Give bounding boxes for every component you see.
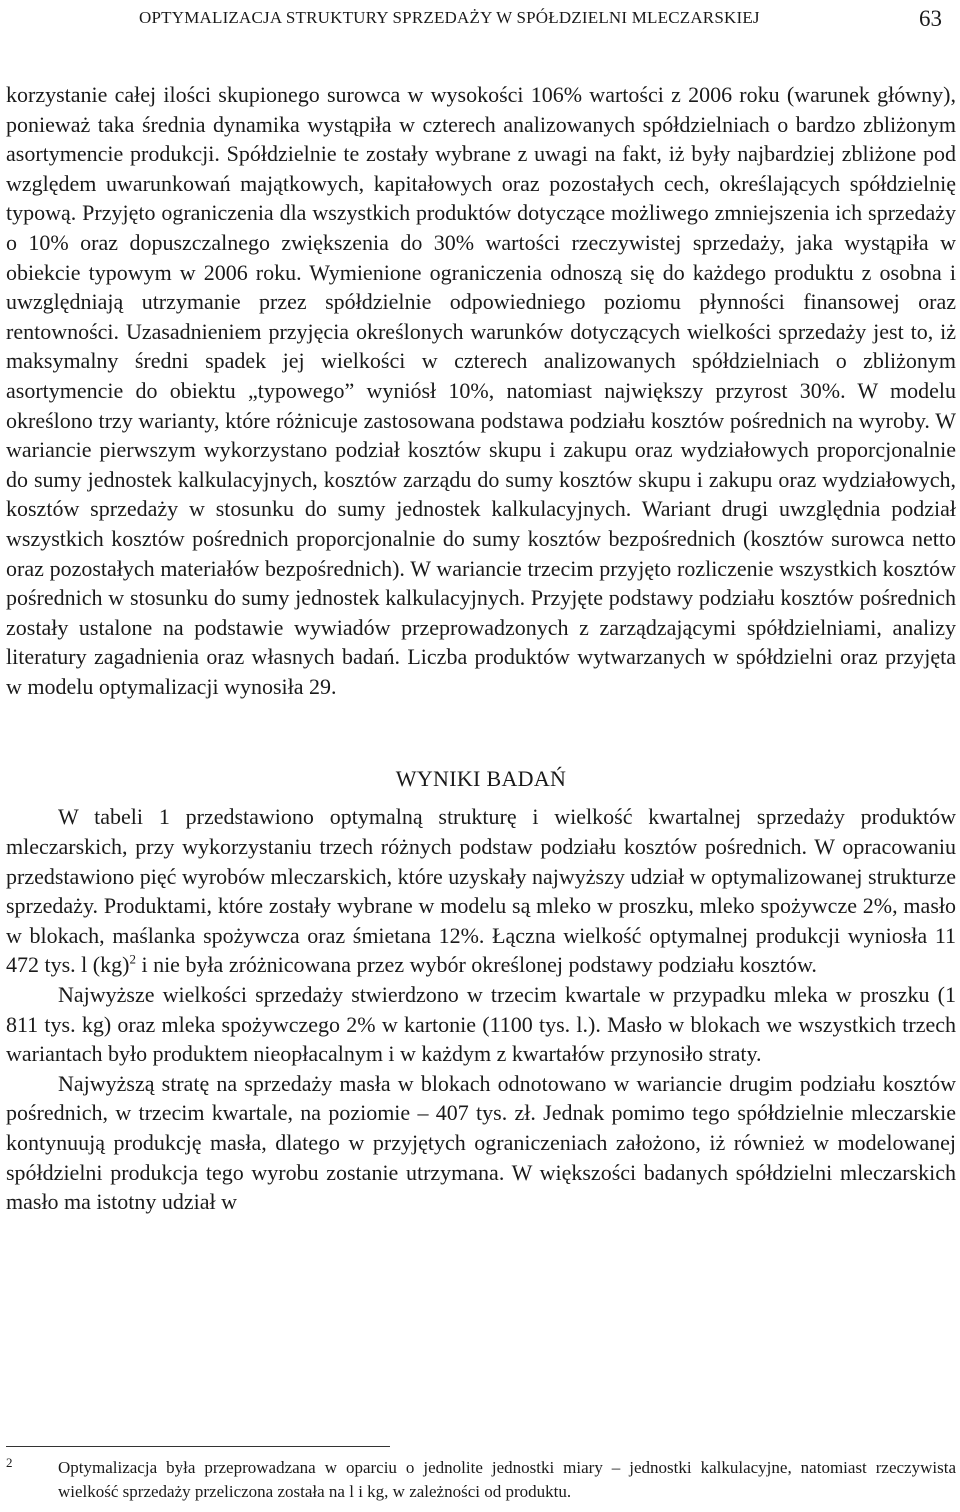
paragraph-butter-loss: Najwyższą stratę na sprzedaży masła w blokach odnotowano w wariancie drugim podziału kosztów pośrednich, w trzecim kwartale, na poziomie – 407 tys. zł. Jednak pomimo tego spółdzielnie mleczarskie kontynuują produkcję masła, dlatego w przyjętych ograniczeniach założono, iż również w modelowanej spółdzielni produkcja tego wyrobu zostanie utrzymana. W większości badanych spółdzielni mleczarskich masło ma istotny udział w xyxy=(6,1070,956,1215)
page-header xyxy=(6,8,956,32)
footnote-divider xyxy=(6,1446,390,1447)
paragraph-highest-sales: Najwyższe wielkości sprzedaży stwierdzono w trzecim kwartale w przypadku mleka w proszku (1 811 tys. kg) oraz mleka spożywczego 2% w kartonie (1100 tys. l.). Masło w blokach we wszystkich trzech wariantach było produktem nieopłacalnym i w każdym z kwartałów przynosiło straty. xyxy=(6,982,956,1067)
body-text xyxy=(6,80,956,1217)
footnote-reference: 2 xyxy=(129,952,136,968)
running-head: OPTYMALIZACJA STRUKTURY SPRZEDAŻY W SPÓŁDZIELNI MLECZARSKIEJ xyxy=(139,8,760,27)
page xyxy=(6,0,956,1512)
footnote-text: Optymalizacja była przeprowadzana w oparciu o jednolite jednostki miary – jednostki kalkulacyjne, natomiast rzeczywista wielkość sprzedaży przeliczona została na l i kg, w zależności od produktu. xyxy=(58,1458,956,1501)
paragraph-methodology: korzystanie całej ilości skupionego surowca w wysokości 106% wartości z 2006 roku (warunek główny), ponieważ taka średnia dynamika wystąpiła w czterech analizowanych spółdzielniach o bardzo zbliżonym asortymencie produkcji. Spółdzielnie te zostały wybrane z uwagi na fakt, iż były najbardziej zbliżone pod względem uwarunkowań majątkowych, kapitałowych oraz pozostałych cech, określających spółdzielnię typową. Przyjęto ograniczenia dla wszystkich produktów dotyczące możliwego zmniejszenia ich sprzedaży o 10% oraz dopuszczalnego zwiększenia do 30% wartości rzeczywistej sprzedaży, jaka wystąpiła w obiekcie typowym w 2006 roku. Wymienione ograniczenia odnoszą się do każdego produktu z osobna i uwzględniają utrzymanie przez spółdzielnie odpowiedniego poziomu płynności finansowej oraz rentowności. Uzasadnieniem przyjęcia określonych warunków dotyczących wielkości sprzedaży jest to, iż maksymalny średni spadek jej wielkości w czterech analizowanych spółdzielniach o zbliżonym asortymencie do obiektu „typowego” wyniósł 10%, natomiast największy przyrost 30%. W modelu określono trzy warianty, które różnicuje zastosowana podstawa podziału kosztów pośrednich na wyroby. W wariancie pierwszym wykorzystano podział kosztów skupu i zakupu oraz wydziałowych proporcjonalnie do sumy jednostek kalkulacyjnych, kosztów zarządu do sumy kosztów skupu i zakupu oraz wydziałowych, kosztów sprzedaży w stosunku do sumy jednostek kalkulacyjnych. Wariant drugi uwzględnia podział wszystkich kosztów pośrednich proporcjonalnie do sumy kosztów bezpośrednich (kosztów surowca netto oraz pozostałych materiałów bezpośrednich). W wariancie trzecim przyjęto rozliczenie wszystkich kosztów pośrednich w stosunku do sumy jednostek kalkulacyjnych. Przyjęte podstawy podziału kosztów pośrednich zostały ustalone na podstawie wywiadów przeprowadzonych z zarządzającymi spółdzielniami, analizy literatury zagadnienia oraz własnych badań. Liczba produktów wytwarzanych w spółdzielni oraz przyjęta w modelu optymalizacji wynosiła 29. xyxy=(6,82,956,699)
page-number: 63 xyxy=(919,6,942,31)
paragraph-results-text-end: i nie była zróżnicowana przez wybór określonej podstawy podziału kosztów. xyxy=(135,952,817,978)
footnote-mark: 2 xyxy=(6,1455,13,1470)
footnote xyxy=(6,1456,956,1504)
section-heading: WYNIKI BADAŃ xyxy=(395,766,567,792)
paragraph-results-table xyxy=(6,802,956,980)
paragraph-results-text: W tabeli 1 przedstawiono optymalną strukturę i wielkość kwartalnej sprzedaży produktów mleczarskich, przy wykorzystaniu trzech różnych podstaw podziału kosztów pośrednich. W opracowaniu przedstawiono pięć wyrobów mleczarskich, które uzyskały najwyższy udział w optymalizowanej strukturze sprzedaży. Produktami, które zostały wybrane w modelu są mleko w proszku, mleko spożywcze 2%, masło w blokach, maślanka spożywcza oraz śmietana 12%. Łączna wielkość optymalnej produkcji wyniosła 11 472 tys. l (kg) xyxy=(6,804,956,978)
